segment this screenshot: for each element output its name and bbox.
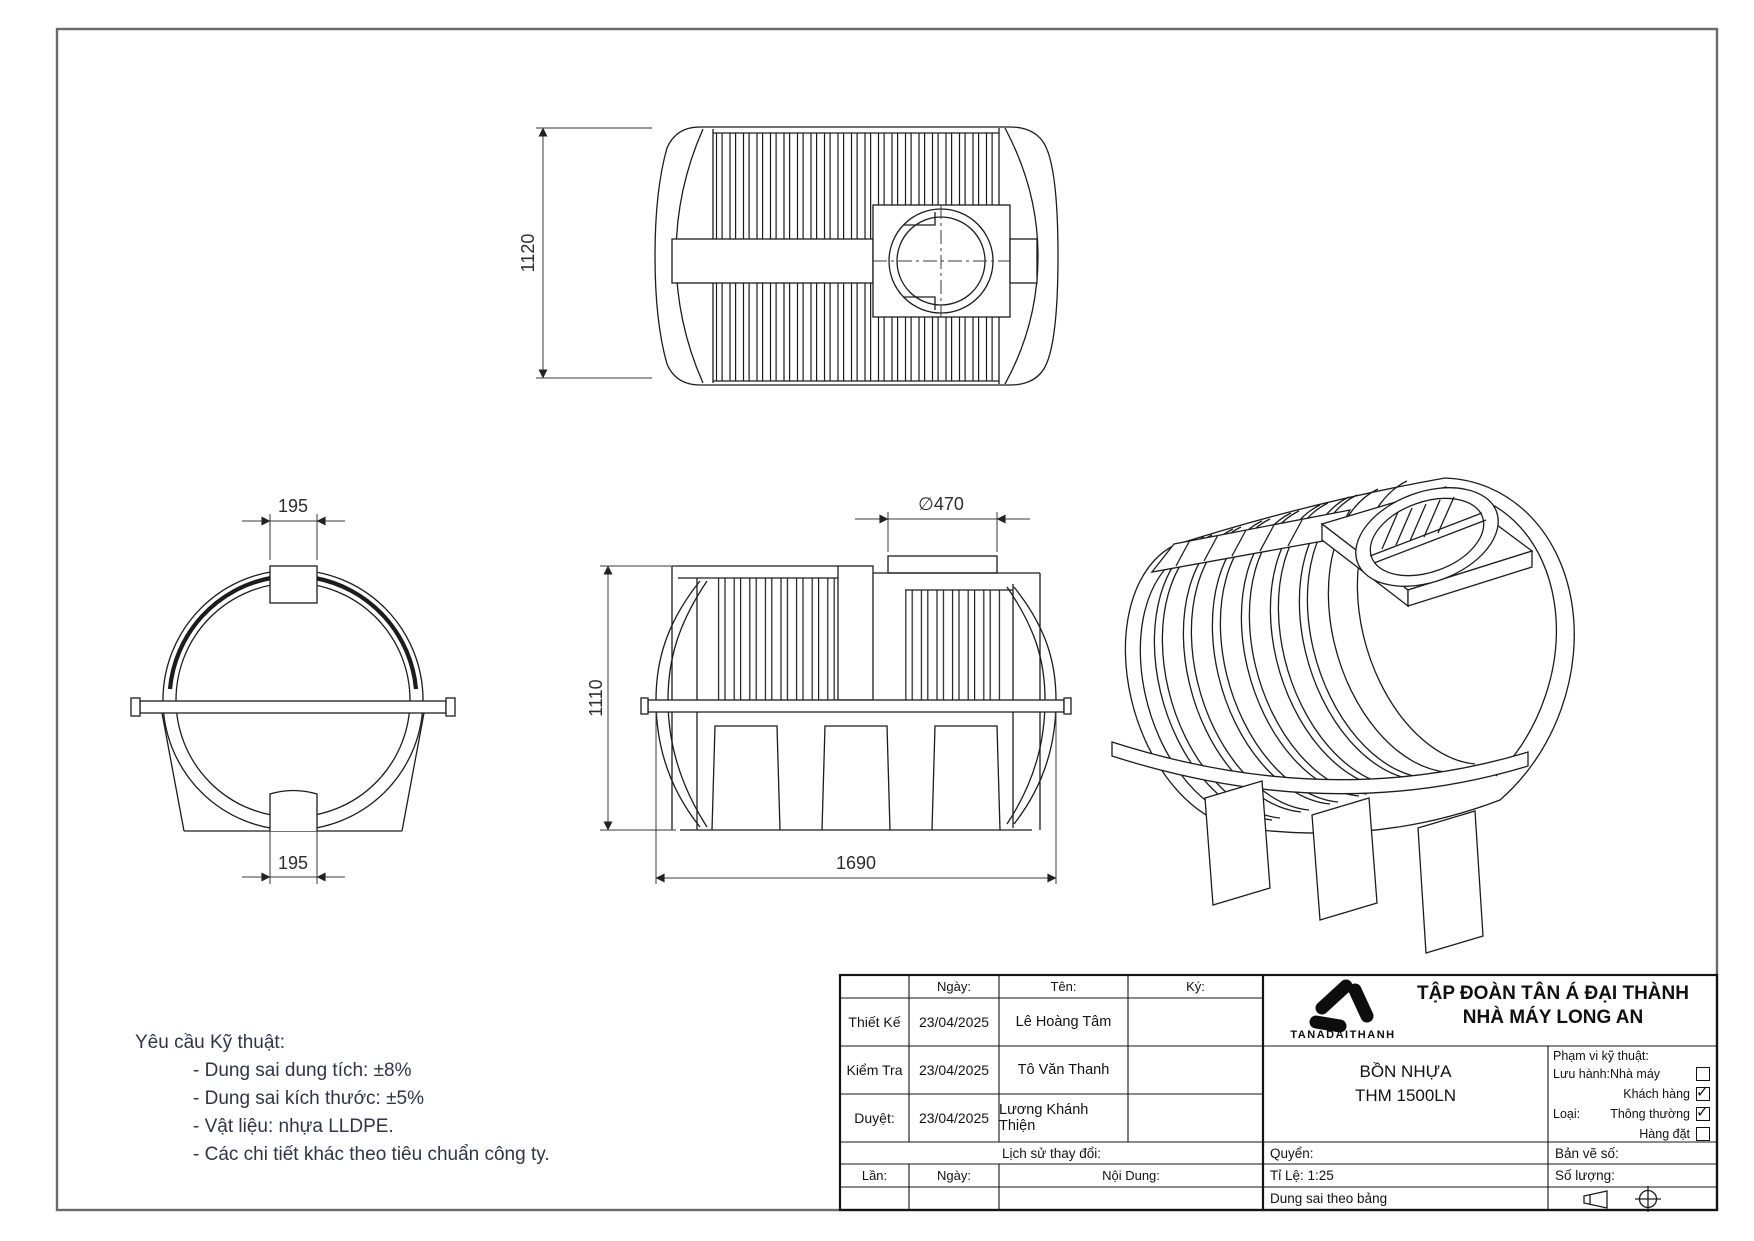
scope-title: Phạm vi kỹ thuật: (1553, 1049, 1649, 1063)
header-name-label: Tên: (1050, 979, 1077, 994)
isometric-view-drawing (1112, 469, 1574, 953)
scope-row-label: Lưu hành:Nhà máy (1553, 1067, 1661, 1081)
tech-requirements-title: Yêu cầu Kỹ thuật: (135, 1032, 285, 1053)
scope-row-label: Khách hàng (1623, 1087, 1690, 1101)
company-line1: TẬP ĐOÀN TÂN Á ĐẠI THÀNH (1417, 983, 1689, 1004)
quantity-label: Số lượng: (1555, 1168, 1615, 1183)
checkbox-custom-order[interactable] (1696, 1127, 1710, 1141)
approval-role: Kiểm Tra (846, 1062, 903, 1078)
dim-front-height: 1110 (586, 679, 606, 717)
check-icon: ✓ (1696, 1083, 1709, 1101)
side-view-drawing (131, 514, 455, 884)
revision-content-label: Nội Dung: (1102, 1168, 1160, 1183)
company-line2: NHÀ MÁY LONG AN (1462, 1007, 1644, 1028)
dim-side-tab-top: 195 (277, 496, 309, 516)
drawing-no-label: Bản vẽ số: (1555, 1145, 1619, 1161)
approval-date: 23/04/2025 (918, 1062, 990, 1078)
company-name (1392, 982, 1714, 1030)
tech-requirement-item: - Dung sai kích thước: ±5% (193, 1088, 424, 1109)
header-date-label: Ngày: (937, 979, 971, 994)
tech-requirement-item: - Dung sai dung tích: ±8% (193, 1060, 412, 1081)
scope-row-label: Hàng đặt (1639, 1127, 1690, 1141)
product-line2: THM 1500LN (1354, 1086, 1457, 1105)
approval-name: Tô Văn Thanh (1017, 1062, 1110, 1078)
dim-side-tab-bottom: 195 (277, 853, 309, 873)
approval-name: Lương Khánh Thiện (999, 1102, 1089, 1134)
product-title (1263, 1060, 1548, 1108)
checkbox-customer[interactable] (1696, 1083, 1710, 1101)
history-label: Lịch sử thay đổi: (1001, 1145, 1102, 1161)
approval-date: 23/04/2025 (918, 1014, 990, 1030)
dim-front-length: 1690 (835, 853, 877, 873)
scope-type-prefix: Loại: (1553, 1107, 1581, 1121)
revision-date-label: Ngày: (937, 1168, 971, 1183)
tech-requirement-item: - Vật liệu: nhựa LLDPE. (193, 1116, 394, 1137)
volume-label: Quyển: (1270, 1145, 1314, 1161)
approval-role: Thiết Kế (848, 1014, 901, 1030)
front-view-drawing (600, 512, 1071, 884)
scope-row-label: Thông thường (1610, 1107, 1690, 1121)
tech-requirement-item: - Các chi tiết khác theo tiêu chuẩn công ty. (193, 1144, 550, 1165)
projection-symbol-icon (1584, 1191, 1607, 1208)
product-line1: BỒN NHỰA (1359, 1062, 1452, 1081)
approval-name: Lê Hoàng Tâm (1015, 1014, 1112, 1030)
target-symbol-icon (1635, 1186, 1661, 1212)
dim-lid-diameter: ∅470 (918, 494, 964, 514)
approval-role: Duyệt: (854, 1110, 895, 1126)
tolerance-label: Dung sai theo bảng (1270, 1191, 1388, 1206)
scale-label: Tỉ Lệ: 1:25 (1270, 1168, 1334, 1183)
top-view-drawing (536, 127, 1058, 385)
logo-text: TANADAITHANH (1290, 1029, 1396, 1041)
checkbox-standard[interactable] (1696, 1103, 1710, 1121)
approval-date: 23/04/2025 (918, 1110, 990, 1126)
header-sign-label: Ký: (1186, 979, 1205, 994)
revision-no-label: Lần: (861, 1168, 888, 1183)
company-logo-icon (1316, 986, 1367, 1026)
checkbox-factory[interactable] (1696, 1067, 1710, 1081)
dim-top-view-width: 1120 (518, 233, 538, 273)
check-icon: ✓ (1696, 1103, 1709, 1121)
